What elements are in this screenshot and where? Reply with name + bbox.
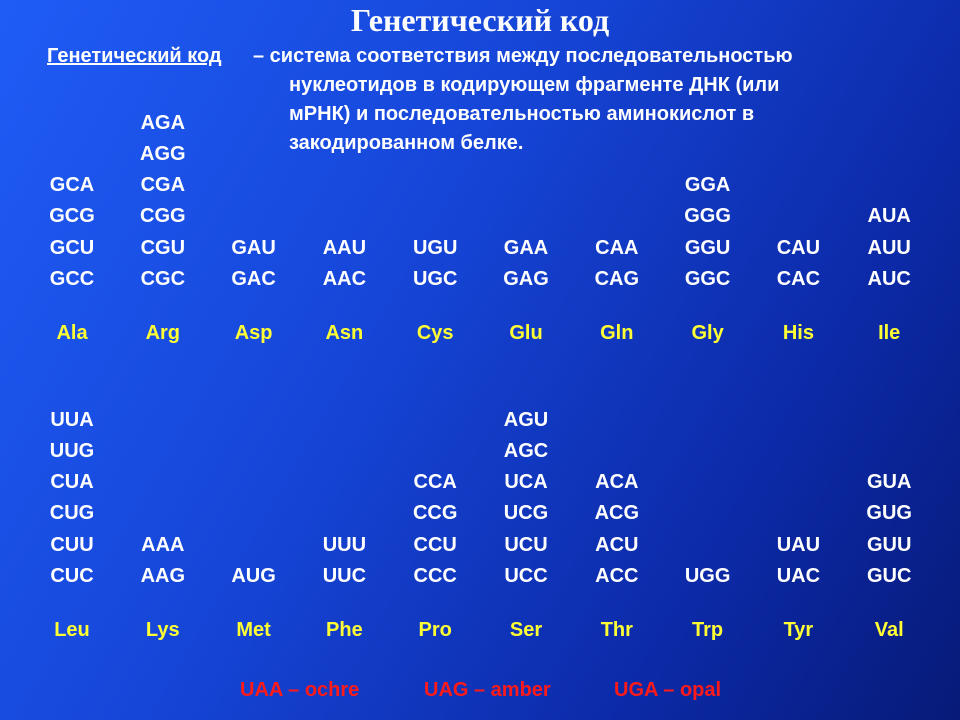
codon-cell: UCU	[504, 533, 548, 556]
codon-cell: AUU	[867, 236, 911, 259]
amino-acid-label: His	[782, 322, 814, 344]
codon-cell: GCA	[49, 174, 95, 197]
amino-acid-label: Arg	[145, 322, 181, 344]
codon-cell: UGG	[684, 565, 731, 587]
codon-cell: GGG	[684, 205, 731, 228]
codon-cell: UUA	[50, 408, 94, 431]
codon-cell: GGU	[684, 236, 731, 259]
amino-acid-label: Ala	[56, 322, 88, 344]
codon-cell: CCC	[413, 565, 457, 587]
codon-cell: UCC	[504, 565, 548, 587]
amino-acid-label: Leu	[54, 619, 90, 641]
amino-acid-label: Ile	[878, 322, 901, 344]
amino-acid-label: Met	[236, 619, 271, 641]
codon-cell: CUC	[50, 565, 94, 587]
amino-acid-label: Tyr	[783, 619, 814, 641]
codon-cell: GAC	[231, 268, 276, 290]
definition-line-1: – система соответствия между последовательностью	[253, 45, 793, 67]
codon-cell: GUA	[866, 471, 912, 494]
codon-cell: CCU	[413, 533, 457, 556]
codon-cell: CAA	[595, 236, 639, 259]
codon-cell: CUU	[50, 533, 94, 556]
amino-acid-label: Asp	[234, 322, 273, 344]
codon-cell: CAC	[776, 268, 821, 290]
amino-acid-label: Lys	[145, 619, 180, 641]
codon-cell: AGU	[503, 408, 549, 431]
codon-cell: UAU	[776, 533, 821, 556]
codon-cell: CAU	[776, 236, 821, 259]
amino-acid-label: Trp	[692, 619, 724, 641]
codon-cell: GUU	[866, 533, 912, 556]
codon-cell: UGU	[412, 236, 458, 259]
codon-cell: UUC	[322, 565, 367, 587]
codon-cell: AUC	[867, 268, 911, 290]
codon-cell: AGG	[140, 142, 186, 165]
codon-cell: CAG	[594, 268, 640, 290]
codon-cell: AUG	[231, 565, 276, 587]
codon-cell: UGC	[412, 268, 458, 290]
amino-acid-label: Gly	[691, 322, 724, 344]
codon-cell: ACU	[595, 533, 639, 556]
codon-cell: CUG	[49, 502, 95, 525]
codon-cell: CUA	[50, 471, 94, 494]
amino-acid-label: Gln	[600, 322, 634, 344]
amino-acid-label: Phe	[326, 619, 363, 641]
codon-cell: ACG	[594, 502, 640, 525]
definition-line-3: мРНК) и последовательностью аминокислот в	[289, 103, 755, 125]
codon-cell: UCA	[504, 471, 548, 494]
codon-cell: CCG	[412, 502, 458, 525]
codon-cell: CGA	[140, 174, 186, 197]
codon-cell: UAC	[776, 565, 821, 587]
codon-cell: CCA	[413, 471, 457, 494]
amino-acid-label: Cys	[416, 322, 454, 344]
codon-cell: CGU	[140, 236, 186, 259]
codon-cell: GCG	[49, 205, 95, 228]
codon-cell: UUU	[322, 533, 367, 556]
codon-cell: AAA	[141, 533, 185, 556]
stop-codon-ochre: UAA – ochre	[240, 679, 360, 701]
stop-codon-amber: UAG – amber	[424, 679, 551, 701]
codon-cell: AUA	[867, 205, 911, 228]
codon-cell: AGA	[140, 111, 186, 134]
amino-acid-label: Glu	[509, 322, 543, 344]
amino-acid-label: Ser	[509, 619, 543, 641]
codon-cell: UCG	[503, 502, 549, 525]
codon-cell: GCC	[49, 268, 95, 290]
definition-line-2: нуклеотидов в кодирующем фрагменте ДНК (или	[289, 74, 780, 96]
codon-cell: AAC	[322, 268, 367, 290]
codon-cell: GUG	[866, 502, 912, 525]
codon-cell: GAA	[503, 236, 549, 259]
codon-cell: GUC	[866, 565, 912, 587]
codon-cell: GAG	[503, 268, 549, 290]
codon-cell: GGA	[684, 174, 731, 197]
definition-line-4: закодированном белке.	[289, 132, 524, 154]
codon-cell: GCU	[49, 236, 95, 259]
codon-cell: UUG	[49, 439, 95, 462]
stop-codon-opal: UGA – opal	[614, 679, 722, 701]
codon-cell: AAG	[140, 565, 186, 587]
codon-cell: CGG	[140, 205, 186, 228]
codon-cell: ACA	[595, 471, 639, 494]
codon-cell: GAU	[231, 236, 276, 259]
amino-acid-label: Thr	[600, 619, 633, 641]
codon-cell: AAU	[322, 236, 367, 259]
amino-acid-label: Pro	[418, 619, 452, 641]
amino-acid-label: Val	[874, 619, 904, 641]
amino-acid-label: Asn	[325, 322, 364, 344]
codon-cell: CGC	[140, 268, 186, 290]
page-title: Генетический код	[350, 2, 610, 38]
definition-term: Генетический код	[47, 45, 222, 67]
codon-cell: ACC	[595, 565, 639, 587]
codon-cell: GGC	[684, 268, 731, 290]
codon-cell: AGC	[503, 439, 549, 462]
